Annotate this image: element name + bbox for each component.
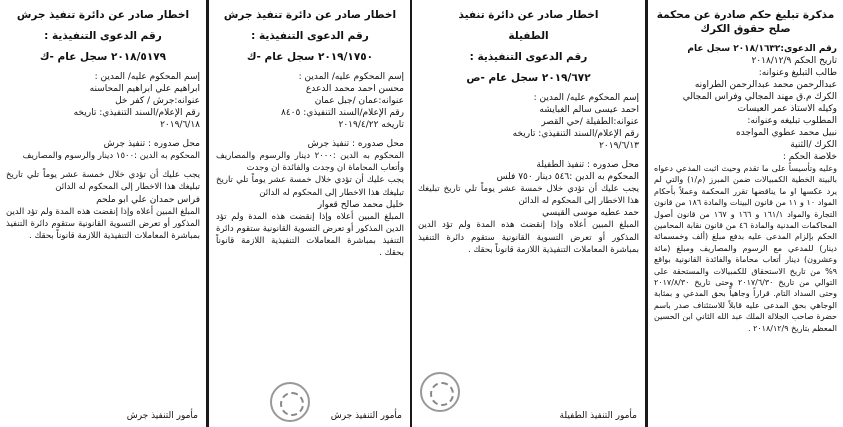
notice-title: مذكرة تبليغ حكم صادرة عن محكمة (656, 9, 835, 21)
case-label: رقم الدعوى التنفيذية : (44, 30, 162, 42)
issuer: محل صدوره : تنفيذ جرش (307, 139, 404, 149)
warning-text: المبلغ المبين أعلاه وإذا إنقضت هذه المدة ولم تؤد الدين المذكور أو تعرض التسوية القانونية ستقوم دائرة التنفيذ بمباشرة المعاملات التنفيذية اللازمة قانوناً بحقك . (418, 220, 639, 255)
case-number: ٢٠١٨/٥١٧٩ سجل عام -ك (39, 51, 167, 63)
signature: مأمور التنفيذ الطفيلة (559, 411, 637, 421)
creditor-name: فراس حمدان علي ابو ملحم (96, 194, 200, 205)
debtor-label: إسم المحكوم عليه/ المدين : (94, 72, 200, 82)
document-line: رقم الإعلام/السند التنفيذي: ٨٤٠٥ (281, 108, 404, 118)
requester-label: طالب التبليغ وعنوانه: (758, 68, 837, 78)
document-date: تاريخه ٢٠١٩/٤/٢٢ (338, 120, 404, 130)
watermark-seal (420, 372, 460, 412)
document-line: رقم الإعلام/السند التنفيذي: تاريخه (512, 129, 639, 139)
judgment-date: تاريخ الحكم ٢٠١٨/١٢/٩ (751, 56, 837, 66)
summary-label: خلاصة الحكم : (782, 152, 837, 162)
column-divider (206, 0, 209, 427)
signature: مأمور التنفيذ جرش (330, 411, 402, 421)
debtor-name: احمد عيسى سالم الغبايشه (539, 105, 639, 115)
case-label: رقم الدعوى التنفيذية : (469, 51, 588, 63)
amount: المحكوم به الدين :٢٠٠٠ دينار والرسوم والمصاريف وأتعاب المحاماة ان وجدت والفائدة ان وجدت (216, 151, 404, 174)
notice-title: اخطار صادر عن دائرة تنفيذ جرش (223, 9, 397, 21)
agent: وكيله الاستاذ عمر العيسات (737, 104, 837, 114)
target-address: الكرك /الثنية (790, 140, 837, 150)
debtor-name: ابراهيم علي ابراهيم المحاسنه (89, 84, 200, 94)
signature: مأمور التنفيذ جرش (126, 411, 198, 421)
notice-text: يجب عليك أن تؤدي خلال خمسة عشر يوماً تلي تاريخ تبليغك هذا الاخطار إلى المحكوم له الدائن (6, 170, 200, 193)
issuer: محل صدوره : تنفيذ الطفيلة (536, 160, 639, 170)
case-number: ٢٠١٩/١٧٥٠ سجل عام -ك (246, 51, 374, 63)
document-line: رقم الإعلام/السند التنفيذي: تاريخه (73, 108, 200, 118)
case-number: ٢٠١٩/٦٧٢ سجل عام -ص (466, 72, 591, 84)
target-name: نبيل محمد عطوي المواجده (736, 128, 837, 138)
notice-title-line2: الطفيلة (508, 30, 549, 42)
requester-address: الكرك م.ق مهند المجالي وفراس المجالي (682, 92, 837, 102)
notice-jerash-1750 (210, 0, 410, 427)
notice-title-line2: صلح حقوق الكرك (700, 23, 791, 35)
notice-text: يجب عليك أن تؤدي خلال خمسة عشر يوماً تلي تاريخ تبليغك هذا الاخطار إلى المحكوم له الدائن (216, 175, 404, 198)
warning-text: المبلغ المبين أعلاه وإذا إنقضت هذه المدة ولم تؤد الدين المذكور أو تعرض التسوية القانونية ستقوم دائرة التنفيذ بمباشرة المعاملات التنفيذية اللازمة قانوناً بحقك . (216, 211, 404, 259)
amount: المحكوم به الدين :١٥٠٠ دينار والرسوم والمصاريف (22, 151, 200, 161)
debtor-label: إسم المحكوم عليه/ المدين : (298, 72, 404, 82)
notice-title: اخطار صادر عن دائرة تنفيذ (458, 9, 599, 21)
debtor-name: محسن احمد محمد الدعدع (305, 84, 404, 94)
debtor-address: عنوانه:جرش / كفر خل (115, 96, 200, 106)
notice-title: اخطار صادر عن دائرة تنفيذ جرش (16, 9, 190, 21)
notice-tafila-672 (412, 0, 645, 427)
target-label: المطلوب تبليغه وعنوانه: (747, 116, 837, 126)
document-date: ٢٠١٩/٦/١٨ (160, 120, 200, 130)
creditor-name: حمد عطيه موسى القيسي (542, 208, 639, 219)
document-date: ٢٠١٩/٦/١٣ (599, 141, 639, 151)
creditor-name: خليل محمد صالح قعوار (317, 199, 404, 210)
debtor-address: عنوانه:عمان /جبل عمان (314, 96, 404, 106)
debtor-address: عنوانه:الطفيلة /حي القصر (541, 117, 639, 127)
debtor-label: إسم المحكوم عليه/ المدين : (533, 93, 639, 103)
watermark-seal (270, 382, 310, 422)
judgment-summary: وعليه وتأسيساً على ما تقدم وحيث اثبت المدعي دعواه بالبينة الخطية الكمبيالات ضمن المبرز (م/١) والتي لم يرد عكسها او ما يناقضها تقرر المحكمة وعملاً بأحكام المواد ١٠ و ١١ من قانون البينات والمادة ١٨٦ من قانون التجارة والمواد ١٦١/١ و ١٦٦ و ١٦٧ من قانون أصول المحاكمات المدنية والمادة ٤٦ من قانون نقابة المحامين الحكم بإلزام المدعى عليه بدفع مبلغ (ألف وخمسمائة دينار) للمدعي مع الرسوم والمصاريف ومبلغ (مائة وعشرون) دينار أتعاب محاماة والفائدة القانونية بواقع ٩% من تاريخ الاستحقاق للكمبيالات والمستحقة على التوالي من تاريخ ٢٠١٧/٦/٣٠ وحتى تاريخ ٢٠١٧/٨/٣٠ وحتى السداد التام. قراراً وجاهياً بحق المدعي و بمثابة الوجاهي بحق المدعى عليه قابلاً للاستئناف صدر باسم حضرة صاحب الجلالة الملك عبد الله الثاني ابن الحسين المعظم بتاريخ ٢٠١٨/١٢/٩ . (654, 164, 838, 333)
issuer: محل صدوره : تنفيذ جرش (103, 139, 200, 149)
notice-text: يجب عليك أن تؤدي خلال خمسة عشر يوماً تلي تاريخ تبليغك هذا الاخطار إلى المحكوم له الدائن (418, 184, 639, 207)
case-number: رقم الدعوى:٢٠١٨/١٦٣٢ سجل عام (687, 44, 837, 54)
warning-text: المبلغ المبين أعلاه وإذا إنقضت هذه المدة ولم تؤد الدين المذكور أو تعرض التسوية القانونية ستقوم دائرة التنفيذ بمباشرة المعاملات التنفيذية اللازمة قانوناً بحقك . (6, 206, 200, 242)
case-label: رقم الدعوى التنفيذية : (251, 30, 369, 42)
amount: المحكوم به الدين :٥٤٦ دينار ٧٥٠ فلس (496, 172, 639, 182)
notice-karak-court (648, 0, 843, 427)
requester-name: عبدالرحمن محمد عبدالرحمن الطراونه (694, 80, 837, 90)
notice-jerash-5179 (0, 0, 206, 427)
